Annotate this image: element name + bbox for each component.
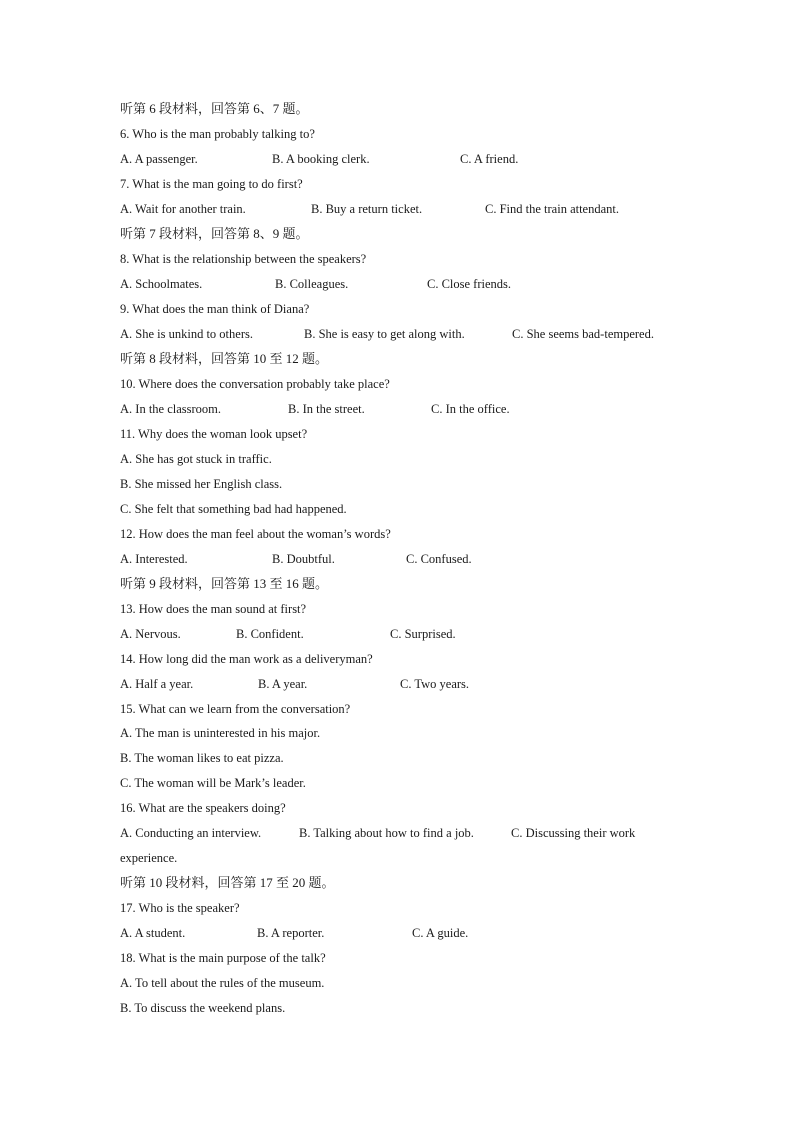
option-b: B. She is easy to get along with. [304, 327, 465, 341]
question-text: 9. What does the man think of Diana? [120, 302, 310, 316]
option-c: C. She seems bad-tempered. [512, 327, 654, 341]
section-heading: 听第 7 段材料，回答第 8、9 题。 [120, 226, 309, 241]
option-b: B. Colleagues. [275, 277, 349, 291]
section-heading: 听第 6 段材料，回答第 6、7 题。 [120, 101, 309, 116]
option-a: A. Conducting an interview. [120, 826, 262, 840]
option-a: A. She has got stuck in traffic. [120, 452, 272, 466]
section-heading: 听第 10 段材料，回答第 17 至 20 题。 [120, 875, 335, 890]
option-a: A. Half a year. [120, 677, 194, 691]
question-text: 13. How does the man sound at first? [120, 602, 307, 616]
option-a: A. A student. [120, 926, 186, 940]
option-a: A. Wait for another train. [120, 202, 246, 216]
question-text: 18. What is the main purpose of the talk? [120, 951, 326, 965]
question-text: 16. What are the speakers doing? [120, 801, 286, 815]
question-text: 6. Who is the man probably talking to? [120, 127, 315, 141]
section-heading: 听第 8 段材料，回答第 10 至 12 题。 [120, 351, 329, 366]
option-a: A. A passenger. [120, 152, 198, 166]
option-a: A. Interested. [120, 552, 188, 566]
option-b: B. Confident. [236, 627, 304, 641]
option-c: C. Close friends. [427, 277, 512, 291]
option-b: B. A year. [258, 677, 308, 691]
option-c: C. In the office. [431, 402, 510, 416]
option-a: A. She is unkind to others. [120, 327, 253, 341]
option-b: B. The woman likes to eat pizza. [120, 751, 284, 765]
option-c: C. Find the train attendant. [485, 202, 620, 216]
option-c: C. Discussing their work [511, 826, 636, 840]
option-c: C. Confused. [406, 552, 472, 566]
question-text: 11. Why does the woman look upset? [120, 427, 308, 441]
option-b: B. Doubtful. [272, 552, 335, 566]
question-text: 15. What can we learn from the conversation? [120, 702, 351, 716]
question-text: 14. How long did the man work as a deliveryman? [120, 652, 373, 666]
option-a: A. The man is uninterested in his major. [120, 726, 321, 740]
question-text: 10. Where does the conversation probably take place? [120, 377, 390, 391]
option-c: C. Two years. [400, 677, 470, 691]
option-c: C. A friend. [460, 152, 519, 166]
option-a: A. In the classroom. [120, 402, 222, 416]
question-text: 12. How does the man feel about the woman’s words? [120, 527, 391, 541]
option-b: B. In the street. [288, 402, 365, 416]
option-c: C. Surprised. [390, 627, 456, 641]
question-text: 7. What is the man going to do first? [120, 177, 303, 191]
option-b: B. Buy a return ticket. [311, 202, 423, 216]
option-b: B. A reporter. [257, 926, 325, 940]
option-c: C. A guide. [412, 926, 469, 940]
question-text: 8. What is the relationship between the speakers? [120, 252, 367, 266]
option-a: A. Nervous. [120, 627, 181, 641]
option-c: C. She felt that something bad had happened. [120, 502, 347, 516]
option-b: B. She missed her English class. [120, 477, 283, 491]
option-b: B. Talking about how to find a job. [299, 826, 474, 840]
option-b: B. A booking clerk. [272, 152, 370, 166]
option-c-continued: experience. [120, 851, 178, 865]
option-b: B. To discuss the weekend plans. [120, 1001, 286, 1015]
option-a: A. Schoolmates. [120, 277, 203, 291]
section-heading: 听第 9 段材料，回答第 13 至 16 题。 [120, 576, 329, 591]
option-c: C. The woman will be Mark’s leader. [120, 776, 306, 790]
question-text: 17. Who is the speaker? [120, 901, 240, 915]
option-a: A. To tell about the rules of the museum. [120, 976, 325, 990]
